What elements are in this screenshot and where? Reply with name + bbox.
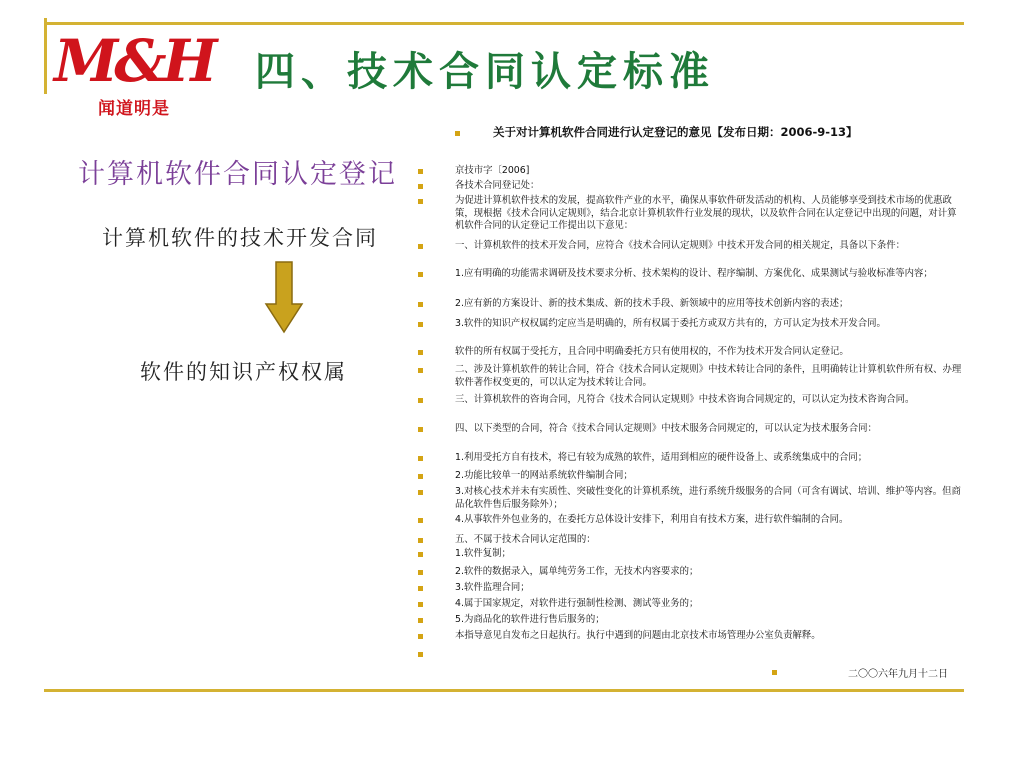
- notice-line: 4.属于国家规定，对软件进行强制性检测、测试等业务的；: [455, 598, 699, 609]
- logo-mark: M&H: [54, 27, 214, 95]
- square-bullet-icon: [418, 350, 423, 355]
- square-bullet-icon: [418, 322, 423, 327]
- square-bullet-icon: [418, 184, 423, 189]
- notice-line: 3.软件的知识产权权属约定应当是明确的，所有权属于委托方或双方共有的，方可认定为技术开发合同。: [455, 318, 886, 329]
- left-vertical-rule: [44, 18, 47, 94]
- square-bullet-icon: [418, 368, 423, 373]
- notice-line: 3.对核心技术并未有实质性、突破性变化的计算机系统，进行系统升级服务的合同（可含有调试、培训、维护等内容。但商品化软件售后服务除外）；: [455, 486, 961, 510]
- section-heading: 计算机软件合同认定登记: [78, 159, 397, 190]
- square-bullet-icon: [418, 538, 423, 543]
- notice-line: 1.利用受托方自有技术，将已有较为成熟的软件，适用到相应的硬件设备上、或系统集成中的合同；: [455, 452, 868, 463]
- notice-line: 各技术合同登记处：: [455, 180, 540, 191]
- notice-line: 1.软件复制；: [455, 548, 511, 559]
- bottom-horizontal-rule: [44, 689, 964, 692]
- square-bullet-icon: [418, 652, 423, 657]
- square-bullet-icon: [418, 570, 423, 575]
- square-bullet-icon: [418, 552, 423, 557]
- notice-heading: 关于对计算机软件合同进行认定登记的意见【发布日期：2006-9-13】: [493, 125, 858, 139]
- square-bullet-icon: [418, 618, 423, 623]
- notice-line: 四、以下类型的合同，符合《技术合同认定规则》中技术服务合同规定的，可以认定为技术服务合同：: [455, 423, 877, 434]
- down-arrow-icon: [264, 260, 304, 336]
- notice-line: 2.软件的数据录入，属单纯劳务工作，无技术内容要求的；: [455, 566, 699, 577]
- slide-title: 四、技术合同认定标准: [255, 48, 715, 95]
- square-bullet-icon: [418, 199, 423, 204]
- notice-line: 本指导意见自发布之日起执行。执行中遇到的问题由北京技术市场管理办公室负责解释。: [455, 630, 821, 641]
- square-bullet-icon: [418, 518, 423, 523]
- square-bullet-icon: [418, 398, 423, 403]
- notice-line: 一、计算机软件的技术开发合同，应符合《技术合同认定规则》中技术开发合同的相关规定，具备以下条件：: [455, 240, 906, 251]
- square-bullet-icon: [418, 602, 423, 607]
- top-horizontal-rule: [44, 22, 964, 25]
- square-bullet-icon: [455, 131, 460, 136]
- notice-line: 京技市字〔2006]: [455, 165, 530, 176]
- notice-line: 2.功能比较单一的网站系统软件编制合同；: [455, 470, 633, 481]
- notice-line: 软件的所有权属于受托方，且合同中明确委托方只有使用权的，不作为技术开发合同认定登记。: [455, 346, 849, 357]
- square-bullet-icon: [418, 586, 423, 591]
- notice-line: 5.为商品化的软件进行售后服务的；: [455, 614, 605, 625]
- notice-line: 1.应有明确的功能需求调研及技术要求分析、技术架构的设计、程序编制、方案优化、成果测试与验收标准等内容；: [455, 268, 933, 279]
- notice-line: 3.软件监理合同；: [455, 582, 530, 593]
- square-bullet-icon: [772, 670, 777, 675]
- square-bullet-icon: [418, 634, 423, 639]
- notice-line: 为促进计算机软件技术的发展，提高软件产业的水平，确保从事软件研发活动的机构、人员能够享受到技术市场的优惠政策，现根据《技术合同认定规则》，结合北京计算机软件行业发展的现状，以及软件合同在认定登记中出现的问题，对计算机软件合同的认定登记工作提出以下意见：: [455, 195, 957, 231]
- square-bullet-icon: [418, 302, 423, 307]
- notice-line: 4.从事软件外包业务的，在委托方总体设计安排下，利用自有技术方案，进行软件编制的合同。: [455, 514, 849, 525]
- notice-line: 三、计算机软件的咨询合同，凡符合《技术合同认定规则》中技术咨询合同规定的，可以认定为技术咨询合同。: [455, 394, 915, 405]
- logo-subtitle: 闻道明是: [98, 99, 170, 119]
- square-bullet-icon: [418, 169, 423, 174]
- square-bullet-icon: [418, 272, 423, 277]
- left-item-ip-ownership: 软件的知识产权权属: [140, 360, 347, 384]
- left-item-development-contract: 计算机软件的技术开发合同: [102, 226, 378, 250]
- square-bullet-icon: [418, 244, 423, 249]
- square-bullet-icon: [418, 427, 423, 432]
- company-logo: [52, 27, 214, 122]
- square-bullet-icon: [418, 474, 423, 479]
- square-bullet-icon: [418, 456, 423, 461]
- notice-line: 五、不属于技术合同认定范围的：: [455, 534, 596, 545]
- notice-line: 二、涉及计算机软件的转让合同，符合《技术合同认定规则》中技术转让合同的条件，且明确转让计算机软件所有权、办理软件著作权变更的，可以认定为技术转让合同。: [455, 364, 962, 388]
- square-bullet-icon: [418, 490, 423, 495]
- notice-line: 2.应有新的方案设计、新的技术集成、新的技术手段、新领域中的应用等技术创新内容的表述；: [455, 298, 849, 309]
- notice-date: 二〇〇六年九月十二日: [848, 669, 948, 680]
